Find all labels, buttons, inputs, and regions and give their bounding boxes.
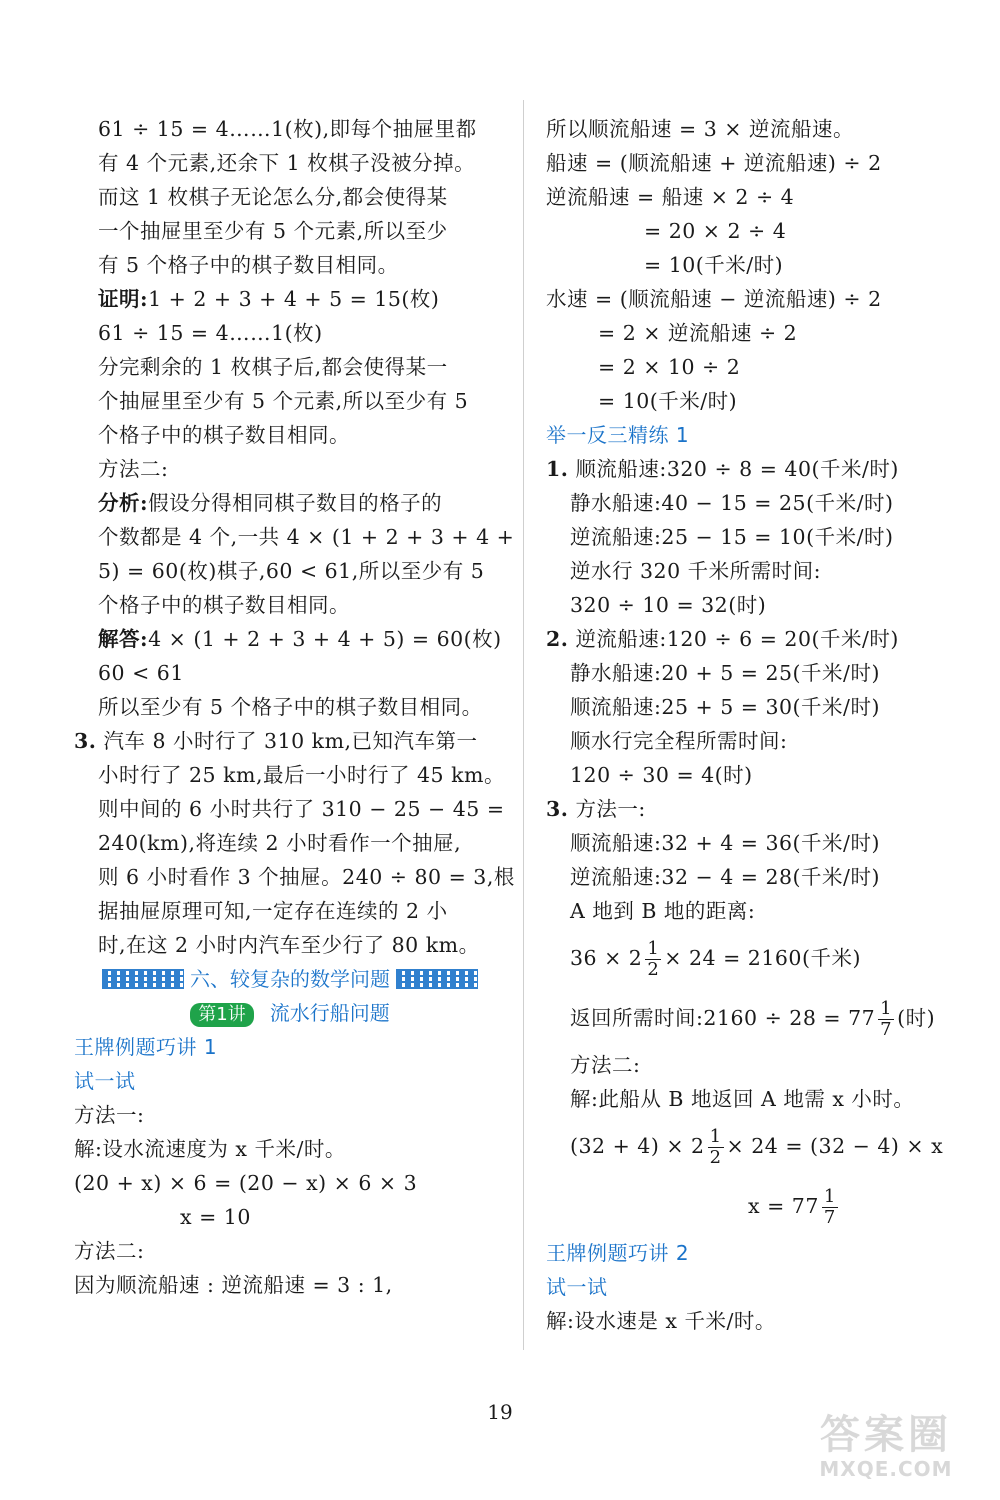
text-line: 个抽屉里至少有 5 个元素,所以至少有 5 bbox=[98, 389, 469, 413]
equation-result bbox=[546, 1176, 976, 1236]
text-line: 个格子中的棋子数目相同。 bbox=[98, 593, 350, 617]
page-number: 19 bbox=[487, 1400, 513, 1424]
equation-line: (20 + x) × 6 = (20 − x) × 6 × 3 bbox=[74, 1171, 418, 1195]
equation-part: (时) bbox=[897, 1006, 936, 1030]
equation-line: = 2 × 10 ÷ 2 bbox=[598, 355, 741, 379]
text-line: 5) = 60(枚)棋子,60 < 61,所以至少有 5 bbox=[98, 559, 485, 583]
try-heading: 试一试 bbox=[546, 1275, 608, 1299]
text-line: 个数都是 4 个,一共 4 × (1 + 2 + 3 + 4 + bbox=[98, 525, 515, 549]
equation-part: (32 + 4) × 2 bbox=[570, 1134, 705, 1158]
text-line: 静水船速:40 − 15 = 25(千米/时) bbox=[570, 491, 894, 515]
answer-line bbox=[74, 622, 506, 656]
equation-part: × 24 = (32 − 4) × x bbox=[726, 1134, 944, 1158]
text-line: 个格子中的棋子数目相同。 bbox=[98, 423, 350, 447]
text-line: 逆流船速:32 − 4 = 28(千米/时) bbox=[570, 865, 880, 889]
equation-return-time bbox=[546, 988, 976, 1048]
text-line: 逆流船速:25 − 15 = 10(千米/时) bbox=[570, 525, 894, 549]
practice-heading: 举一反三精练 1 bbox=[546, 423, 690, 447]
text-line: 1 + 2 + 3 + 4 + 5 = 15(枚) bbox=[148, 287, 440, 311]
text-line: 则 6 小时看作 3 个抽屉。240 ÷ 80 = 3,根 bbox=[98, 865, 515, 889]
text-line: 方法二: bbox=[570, 1053, 641, 1077]
example-heading: 王牌例题巧讲 2 bbox=[546, 1241, 690, 1265]
text-line: 据抽屉原理可知,一定存在连续的 2 小 bbox=[98, 899, 448, 923]
fraction-denominator: 7 bbox=[823, 1207, 836, 1228]
text-line: 顺流船速:320 ÷ 8 = 40(千米/时) bbox=[575, 457, 899, 481]
problem-number: 2. bbox=[546, 627, 569, 651]
text-line: 因为顺流船速 : 逆流船速 = 3 : 1, bbox=[74, 1273, 393, 1297]
text-line: 假设分得相同棋子数目的格子的 bbox=[148, 491, 443, 515]
text-line: 顺水行完全程所需时间: bbox=[570, 729, 788, 753]
answer-label: 解答: bbox=[98, 627, 149, 651]
proof-line bbox=[74, 282, 506, 316]
banner-decoration-left bbox=[102, 969, 184, 989]
text-line: 顺流船速:32 + 4 = 36(千米/时) bbox=[570, 831, 880, 855]
right-column bbox=[546, 112, 976, 1338]
proof-label: 证明: bbox=[98, 287, 149, 311]
fraction bbox=[822, 1187, 838, 1228]
text-line: 逆水行 320 千米所需时间: bbox=[570, 559, 822, 583]
fraction-denominator: 2 bbox=[647, 959, 660, 980]
equation-part: 36 × 2 bbox=[570, 946, 643, 970]
problem-number: 1. bbox=[546, 457, 569, 481]
lecture-badge: 第1讲 bbox=[190, 1003, 253, 1027]
text-line: 4 × (1 + 2 + 3 + 4 + 5) = 60(枚) bbox=[148, 627, 502, 651]
text-line: 汽车 8 小时行了 310 km,已知汽车第一 bbox=[103, 729, 478, 753]
text-line: 静水船速:20 + 5 = 25(千米/时) bbox=[570, 661, 880, 685]
text-line: 240(km),将连续 2 小时看作一个抽屉, bbox=[98, 831, 462, 855]
try-heading: 试一试 bbox=[74, 1069, 136, 1093]
text-line: A 地到 B 地的距离: bbox=[570, 899, 756, 923]
fraction-denominator: 2 bbox=[709, 1147, 722, 1168]
fraction-numerator: 1 bbox=[880, 998, 893, 1019]
analysis-line bbox=[74, 486, 506, 520]
text-line: 一个抽屉里至少有 5 个元素,所以至少 bbox=[98, 219, 448, 243]
column-divider bbox=[523, 100, 524, 1350]
text-line: 有 5 个格子中的棋子数目相同。 bbox=[98, 253, 399, 277]
text-line: 有 4 个元素,还余下 1 枚棋子没被分掉。 bbox=[98, 151, 476, 175]
analysis-label: 分析: bbox=[98, 491, 149, 515]
section-title: 六、较复杂的数学问题 bbox=[190, 967, 390, 991]
problem-3-line bbox=[74, 724, 506, 758]
text-line: 时,在这 2 小时内汽车至少行了 80 km。 bbox=[98, 933, 480, 957]
problem-number: 3. bbox=[546, 797, 569, 821]
section-banner bbox=[74, 962, 506, 996]
equation-line: = 10(千米/时) bbox=[598, 389, 738, 413]
equation-line: = 20 × 2 ÷ 4 bbox=[644, 219, 787, 243]
text-line: 方法一: bbox=[74, 1103, 145, 1127]
text-line: 水速 = (顺流船速 − 逆流船速) ÷ 2 bbox=[546, 287, 882, 311]
text-line: 小时行了 25 km,最后一小时行了 45 km。 bbox=[98, 763, 505, 787]
lecture-heading bbox=[74, 996, 506, 1030]
problem-number: 3. bbox=[74, 729, 97, 753]
fraction-denominator: 7 bbox=[880, 1019, 893, 1040]
text-line: 方法二: bbox=[98, 457, 169, 481]
equation-part: x = 77 bbox=[748, 1194, 819, 1218]
text-line: 而这 1 枚棋子无论怎么分,都会使得某 bbox=[98, 185, 448, 209]
banner-decoration-right bbox=[396, 969, 478, 989]
text-line: 61 ÷ 15 = 4……1(枚) bbox=[98, 321, 323, 345]
equation-part: × 24 = 2160(千米) bbox=[664, 946, 861, 970]
equation-line: = 10(千米/时) bbox=[644, 253, 784, 277]
equation-line: = 2 × 逆流船速 ÷ 2 bbox=[598, 321, 798, 345]
watermark-bottom: MXQE.COM bbox=[819, 1457, 953, 1481]
text-line: 解:设水流速度为 x 千米/时。 bbox=[74, 1137, 346, 1161]
fraction-numerator: 1 bbox=[647, 938, 660, 959]
text-line: 60 < 61 bbox=[98, 661, 184, 685]
text-line: 方法二: bbox=[74, 1239, 145, 1263]
watermark bbox=[786, 1412, 986, 1492]
text-line: 所以顺流船速 = 3 × 逆流船速。 bbox=[546, 117, 854, 141]
fraction bbox=[645, 939, 661, 980]
equation-part: 返回所需时间:2160 ÷ 28 = 77 bbox=[570, 1006, 876, 1030]
text-line: 方法一: bbox=[575, 797, 646, 821]
equation-line: x = 10 bbox=[180, 1205, 251, 1229]
practice-3-line bbox=[546, 792, 976, 826]
text-line: 则中间的 6 小时共行了 310 − 25 − 45 = bbox=[98, 797, 505, 821]
text-line: 320 ÷ 10 = 32(时) bbox=[570, 593, 767, 617]
text-line: 逆流船速 = 船速 × 2 ÷ 4 bbox=[546, 185, 795, 209]
text-line: 61 ÷ 15 = 4……1(枚),即每个抽屉里都 bbox=[98, 117, 477, 141]
equation-method2 bbox=[546, 1116, 976, 1176]
practice-2-line bbox=[546, 622, 976, 656]
text-line: 解:此船从 B 地返回 A 地需 x 小时。 bbox=[570, 1087, 915, 1111]
text-line: 所以至少有 5 个格子中的棋子数目相同。 bbox=[98, 695, 483, 719]
example-heading: 王牌例题巧讲 1 bbox=[74, 1035, 218, 1059]
text-line: 120 ÷ 30 = 4(时) bbox=[570, 763, 753, 787]
text-line: 顺流船速:25 + 5 = 30(千米/时) bbox=[570, 695, 880, 719]
fraction bbox=[878, 999, 894, 1040]
practice-1-line bbox=[546, 452, 976, 486]
fraction-numerator: 1 bbox=[823, 1186, 836, 1207]
watermark-top: 答案圈 bbox=[820, 1412, 952, 1458]
text-line: 逆流船速:120 ÷ 6 = 20(千米/时) bbox=[575, 627, 899, 651]
fraction bbox=[708, 1127, 724, 1168]
left-column bbox=[74, 112, 515, 1302]
fraction-numerator: 1 bbox=[709, 1126, 722, 1147]
text-line: 分完剩余的 1 枚棋子后,都会使得某一 bbox=[98, 355, 448, 379]
lecture-title: 流水行船问题 bbox=[269, 1001, 390, 1025]
text-line: 解:设水速是 x 千米/时。 bbox=[546, 1309, 776, 1333]
text-line: 船速 = (顺流船速 + 逆流船速) ÷ 2 bbox=[546, 151, 882, 175]
equation-distance bbox=[546, 928, 976, 988]
